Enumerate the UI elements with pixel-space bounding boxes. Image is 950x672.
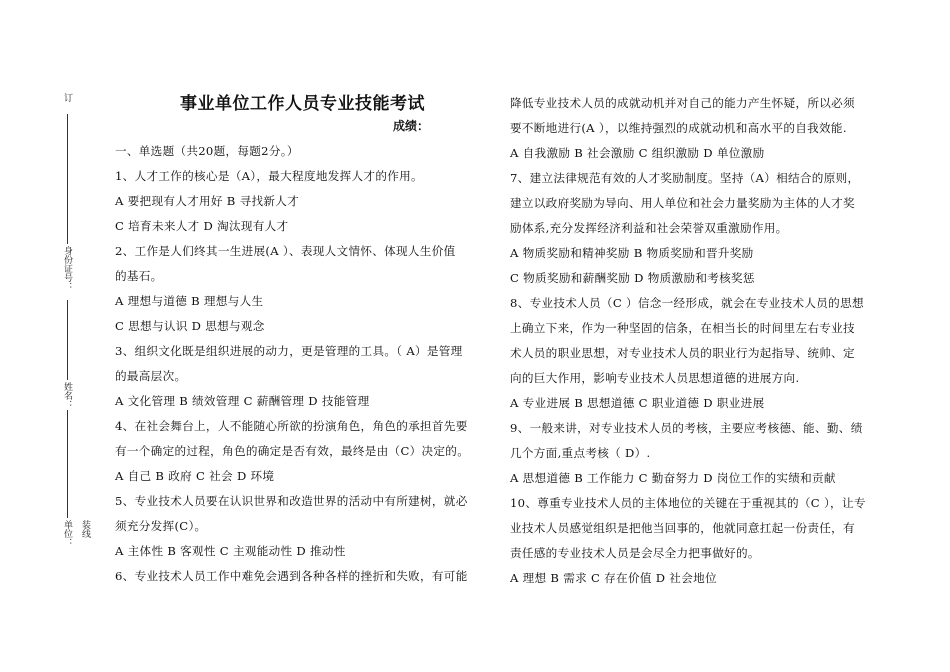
unit-label: 单位： [62, 520, 72, 547]
text-line: 上确立下来，作为一种坚固的信条，在相当长的时间里左右专业技 [510, 321, 855, 335]
text-line: 建立以政府奖励为导向、用人单位和社会力量奖励为主体的人才奖 [510, 196, 855, 210]
text-line: 4、在社会舞台上，人不能随心所欲的扮演角色，角色的承担首先要 [115, 419, 468, 433]
text-line: 术人员的职业思想，对专业技术人员的职业行为起指导、统帅、定 [510, 346, 855, 360]
text-line: A 理想与道德 B 理想与人生 [115, 294, 264, 308]
binding-mark-bottom: 装线 [80, 520, 90, 538]
binding-mark-top: 订 [62, 93, 72, 102]
name-label: 姓名： [62, 382, 72, 409]
binding-line-3 [67, 410, 68, 518]
text-line: 要不断地进行(A ），以维持强烈的成就动机和高水平的自我效能. [510, 121, 847, 135]
text-line: 责任感的专业技术人员是会尽全力把事做好的。 [510, 546, 760, 560]
text-line: 的基石。 [115, 269, 163, 283]
id-number-label: 身份证号： [62, 246, 72, 291]
text-line: C 思想与认识 D 思想与观念 [115, 319, 265, 333]
text-line: 几个方面,重点考核（ D）. [510, 446, 651, 460]
text-line: C 培育未来人才 D 淘汰现有人才 [115, 219, 289, 233]
score-label: 成绩： [393, 119, 430, 133]
text-line: A 文化管理 B 绩效管理 C 薪酬管理 D 技能管理 [115, 394, 370, 408]
text-line: A 主体性 B 客观性 C 主观能动性 D 推动性 [115, 544, 346, 558]
text-line: A 思想道德 B 工作能力 C 勤奋努力 D 岗位工作的实绩和贡献 [510, 471, 836, 485]
text-line: 向的巨大作用，影响专业技术人员思想道德的进展方向. [510, 371, 800, 385]
page-title: 事业单位工作人员专业技能考试 [180, 94, 425, 114]
text-line: 10、尊重专业技术人员的主体地位的关键在于重视其的（C ），让专 [510, 496, 866, 510]
binding-line-1 [67, 114, 68, 244]
text-line: 2、工作是人们终其一生进展(A ）、表现人文情怀、体现人生价值 [115, 244, 456, 258]
text-line: 6、专业技术人员工作中难免会遇到各种各样的挫折和失败，有可能 [115, 569, 468, 583]
text-line: 降低专业技术人员的成就动机并对自己的能力产生怀疑，所以必须 [510, 96, 855, 110]
text-line: 5、专业技术人员要在认识世界和改造世界的活动中有所建树，就必 [115, 494, 468, 508]
text-line: 3、组织文化既是组织进展的动力，更是管理的工具。（ A）是管理 [115, 344, 463, 358]
text-line: A 理想 B 需求 C 存在价值 D 社会地位 [510, 571, 717, 585]
text-line: 一、单选题（共20题，每题2分。） [115, 144, 299, 158]
text-line: A 专业进展 B 思想道德 C 职业道德 D 职业进展 [510, 396, 765, 410]
text-line: C 物质奖励和薪酬奖励 D 物质激励和考核奖惩 [510, 271, 755, 285]
text-line: A 物质奖励和精神奖励 B 物质奖励和晋升奖励 [510, 246, 754, 260]
text-line: 的最高层次。 [115, 369, 187, 383]
text-line: 1、人才工作的核心是（A），最大程度地发挥人才的作用。 [115, 169, 423, 183]
text-line: A 自己 B 政府 C 社会 D 环境 [115, 469, 275, 483]
text-line: 须充分发挥(C）。 [115, 519, 207, 533]
text-line: 有一个确定的过程，角色的确定是否有效，最终是由（C）决定的。 [115, 444, 470, 458]
text-line: 8、专业技术人员（C ）信念一经形成，就会在专业技术人员的思想 [510, 296, 864, 310]
text-line: A 要把现有人才用好 B 寻找新人才 [115, 194, 300, 208]
text-line: 9、一般来讲，对专业技术人员的考核，主要应考核德、能、勤、绩 [510, 421, 863, 435]
text-line: A 自我激励 B 社会激励 C 组织激励 D 单位激励 [510, 146, 765, 160]
text-line: 业技术人员感觉组织是把他当回事的，他就同意扛起一份责任，有 [510, 521, 855, 535]
text-line: 7、建立法律规范有效的人才奖励制度。坚持（A）相结合的原则， [510, 171, 860, 185]
binding-line-2 [67, 300, 68, 380]
text-line: 励体系,充分发挥经济利益和社会荣誉双重激励作用。 [510, 221, 788, 235]
